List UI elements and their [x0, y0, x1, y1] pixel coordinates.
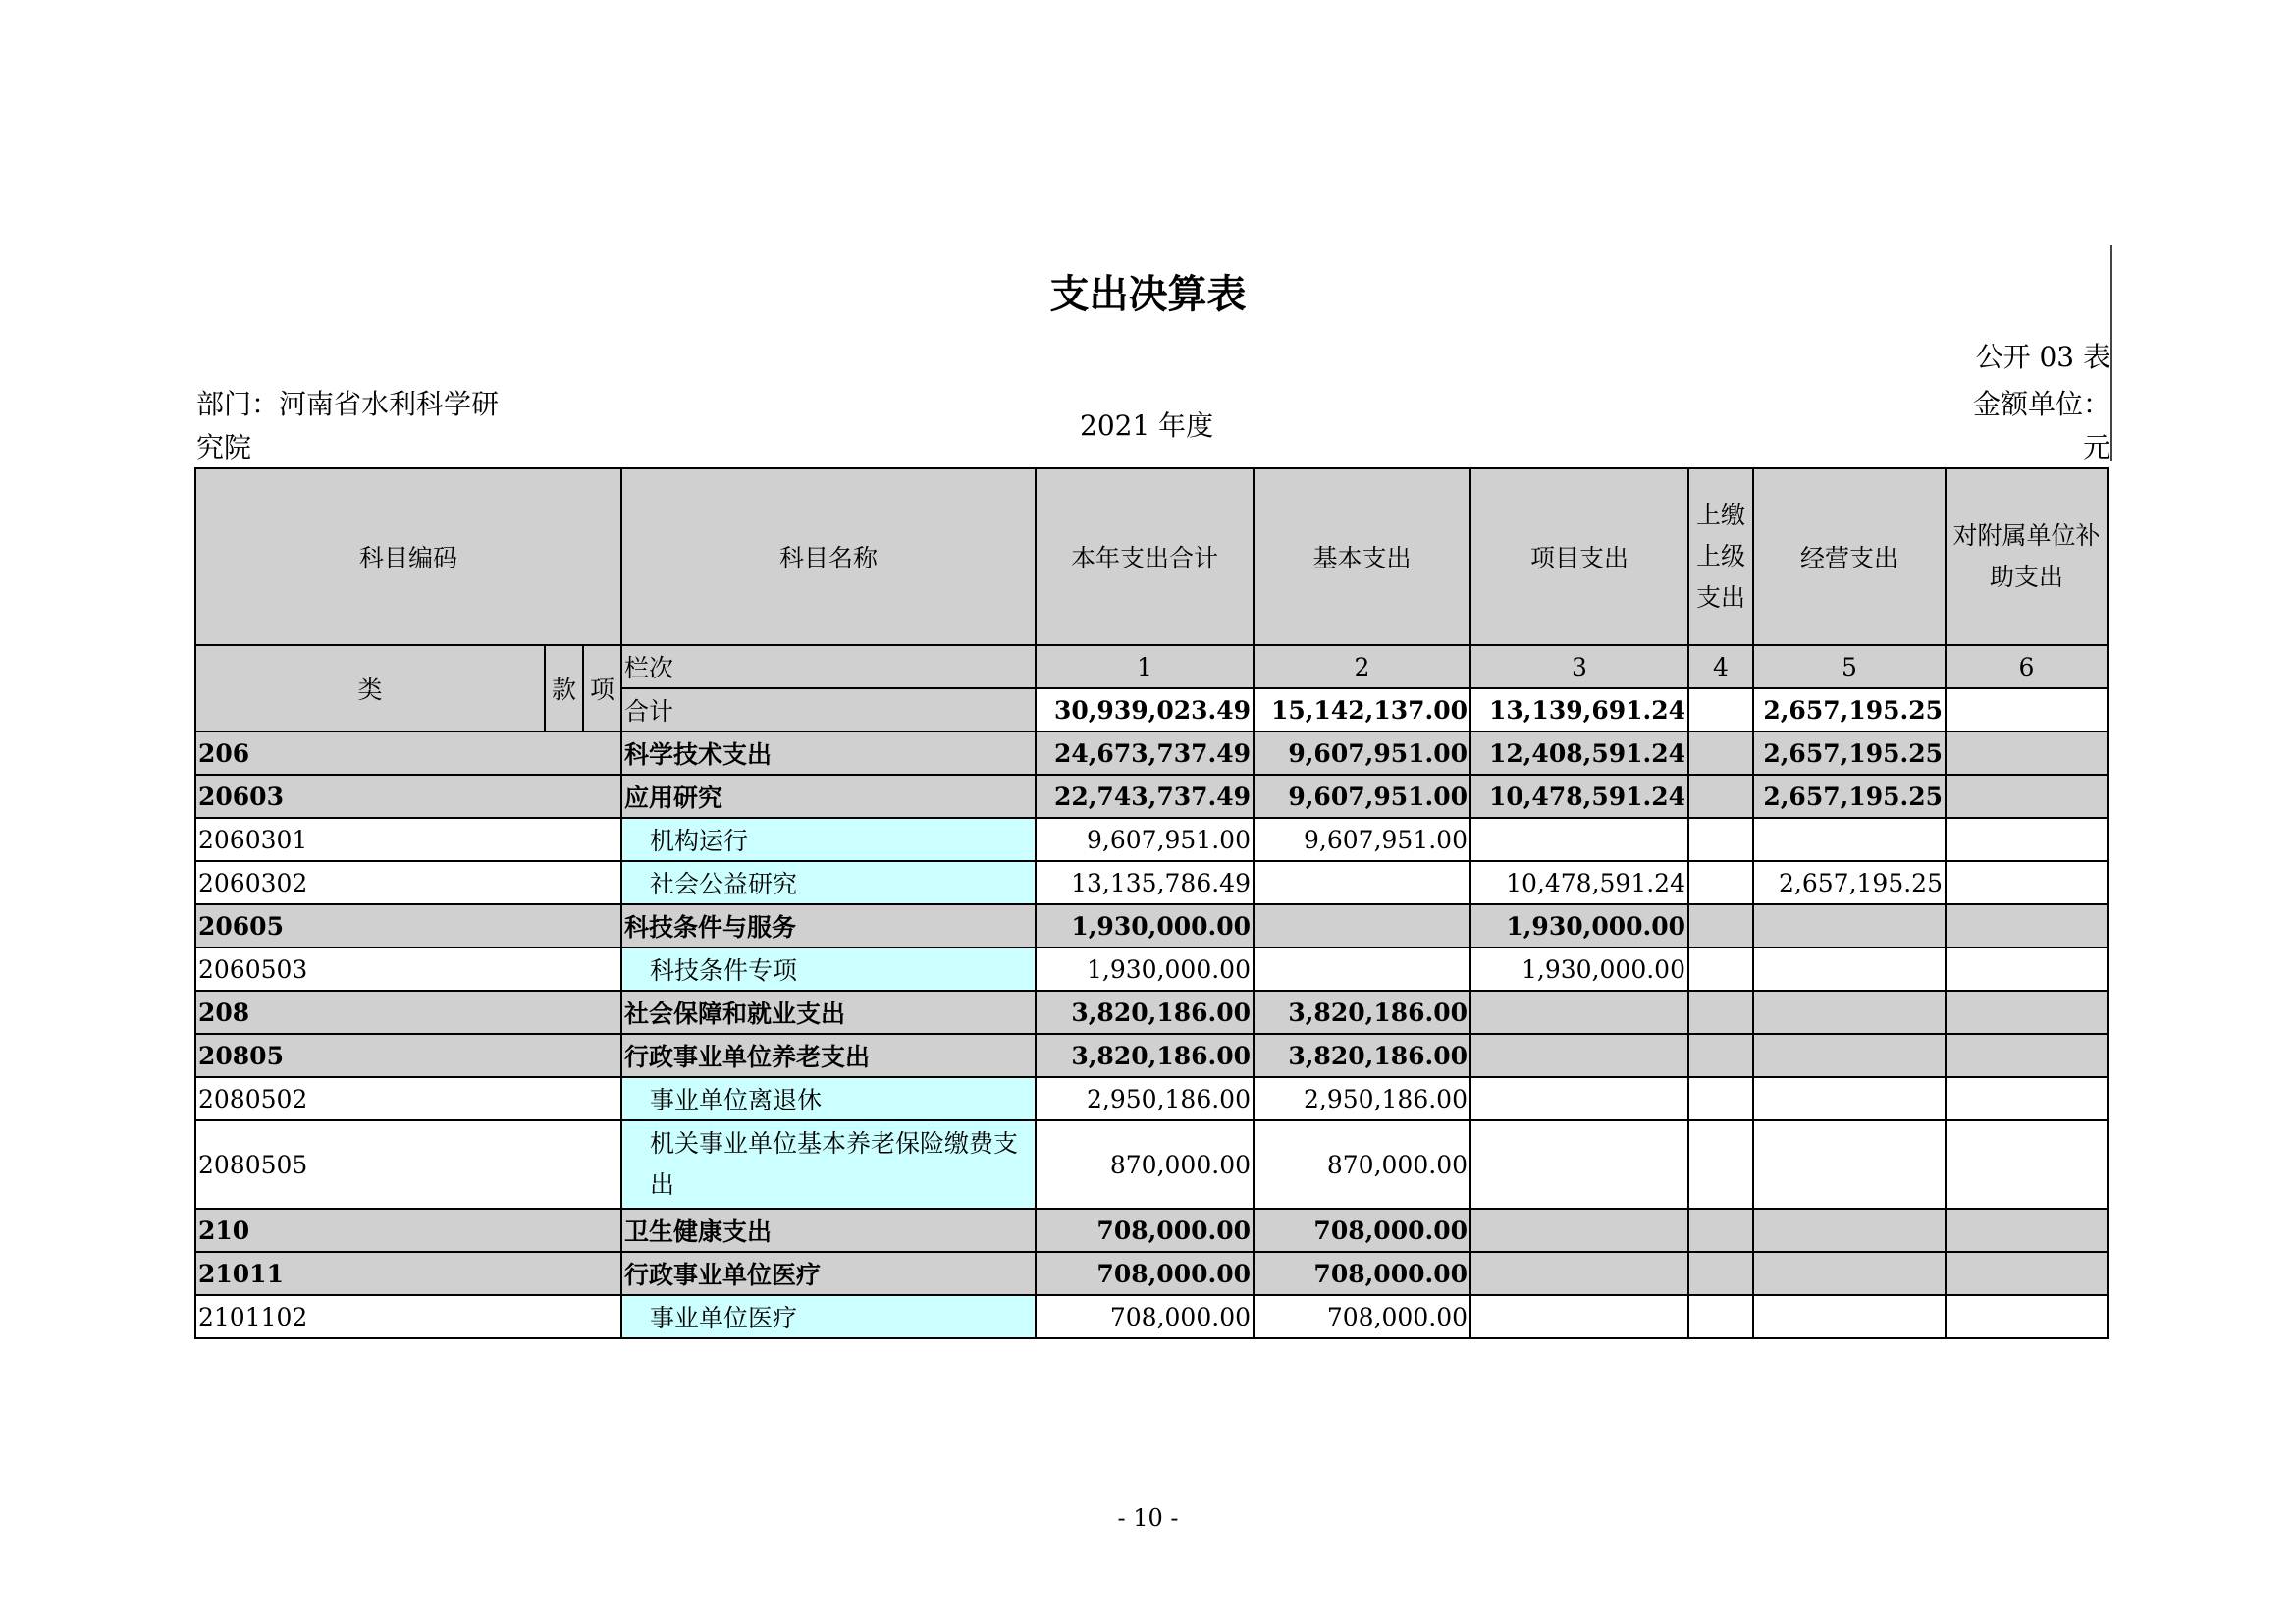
row-value: [1753, 947, 1946, 991]
category-row: [195, 775, 2108, 818]
form-number: 公开 03 表: [1975, 341, 2110, 373]
row-name: 社会保障和就业支出: [621, 991, 1036, 1034]
row-value: [1470, 1209, 1688, 1252]
department-line-2: 究院: [196, 431, 252, 463]
header-heji: 合计: [621, 688, 1036, 731]
row-value: [1946, 731, 2108, 775]
total-cell: 30,939,023.49: [1036, 688, 1254, 731]
fiscal-year: 2021 年度: [1080, 409, 1214, 442]
row-value: [1254, 861, 1470, 904]
row-value: [1946, 1209, 2108, 1252]
row-value: 1,930,000.00: [1470, 904, 1688, 947]
row-value: 3,820,186.00: [1254, 991, 1470, 1034]
row-value: 3,820,186.00: [1036, 991, 1254, 1034]
row-value: [1688, 1209, 1753, 1252]
category-row: [195, 1252, 2108, 1295]
row-value: [1946, 904, 2108, 947]
row-value: [1688, 731, 1753, 775]
column-number-row: [195, 645, 2108, 688]
row-value: 10,478,591.24: [1470, 775, 1688, 818]
row-value: [1470, 991, 1688, 1034]
row-value: [1753, 1295, 1946, 1338]
row-name: 事业单位离退休: [621, 1077, 1036, 1120]
row-value: 9,607,951.00: [1036, 818, 1254, 861]
row-value: [1753, 1034, 1946, 1077]
row-value: [1688, 818, 1753, 861]
header-upper: 上缴上级支出: [1688, 468, 1753, 645]
row-value: 708,000.00: [1254, 1295, 1470, 1338]
row-value: [1688, 1120, 1753, 1209]
row-value: [1753, 904, 1946, 947]
row-value: [1688, 947, 1753, 991]
row-value: [1470, 818, 1688, 861]
row-value: 3,820,186.00: [1254, 1034, 1470, 1077]
row-value: [1688, 904, 1753, 947]
col-number: 4: [1688, 645, 1753, 688]
row-value: [1470, 1120, 1688, 1209]
row-value: [1688, 1034, 1753, 1077]
row-value: 708,000.00: [1036, 1209, 1254, 1252]
row-name: 行政事业单位养老支出: [621, 1034, 1036, 1077]
header-kuan: 款: [545, 645, 583, 731]
row-value: 24,673,737.49: [1036, 731, 1254, 775]
row-value: 708,000.00: [1036, 1295, 1254, 1338]
row-value: [1470, 1077, 1688, 1120]
row-code: 21011: [195, 1252, 621, 1295]
row-value: [1688, 1077, 1753, 1120]
row-code: 2060301: [195, 818, 621, 861]
item-row: [195, 947, 2108, 991]
row-value: [1753, 1209, 1946, 1252]
row-value: [1753, 1077, 1946, 1120]
row-value: [1946, 775, 2108, 818]
currency-unit-label: [1973, 383, 2110, 469]
page-title: 支出决算表: [1049, 272, 1247, 317]
row-name: 事业单位医疗: [621, 1295, 1036, 1338]
row-code: 206: [195, 731, 621, 775]
header-project: 项目支出: [1470, 468, 1688, 645]
row-value: [1946, 991, 2108, 1034]
row-value: [1753, 991, 1946, 1034]
row-value: 2,950,186.00: [1036, 1077, 1254, 1120]
header-row: [195, 468, 2108, 645]
row-value: 3,820,186.00: [1036, 1034, 1254, 1077]
item-row: [195, 1295, 2108, 1338]
row-name: 社会公益研究: [621, 861, 1036, 904]
row-value: 1,930,000.00: [1036, 947, 1254, 991]
row-value: 708,000.00: [1254, 1252, 1470, 1295]
row-value: [1753, 1120, 1946, 1209]
item-row: [195, 861, 2108, 904]
row-value: 12,408,591.24: [1470, 731, 1688, 775]
right-margin-rule: [2110, 245, 2112, 461]
row-value: [1470, 1295, 1688, 1338]
col-number: 2: [1254, 645, 1470, 688]
row-code: 210: [195, 1209, 621, 1252]
category-row: [195, 991, 2108, 1034]
row-name: 行政事业单位医疗: [621, 1252, 1036, 1295]
row-value: [1254, 947, 1470, 991]
row-value: 13,135,786.49: [1036, 861, 1254, 904]
row-name: 机构运行: [621, 818, 1036, 861]
category-row: [195, 1034, 2108, 1077]
row-value: [1688, 775, 1753, 818]
row-value: 22,743,737.49: [1036, 775, 1254, 818]
row-name: 卫生健康支出: [621, 1209, 1036, 1252]
total-cell: 2,657,195.25: [1753, 688, 1946, 731]
row-code: 20805: [195, 1034, 621, 1077]
row-code: 2060302: [195, 861, 621, 904]
total-cell: 13,139,691.24: [1470, 688, 1688, 731]
row-value: [1688, 1295, 1753, 1338]
row-value: 2,657,195.25: [1753, 861, 1946, 904]
row-value: 2,950,186.00: [1254, 1077, 1470, 1120]
header-operating: 经营支出: [1753, 468, 1946, 645]
total-cell: [1688, 688, 1753, 731]
col-number: 1: [1036, 645, 1254, 688]
header-basic: 基本支出: [1254, 468, 1470, 645]
col-number: 6: [1946, 645, 2108, 688]
row-value: 2,657,195.25: [1753, 775, 1946, 818]
row-value: [1753, 818, 1946, 861]
total-cell: 15,142,137.00: [1254, 688, 1470, 731]
row-value: [1946, 1295, 2108, 1338]
row-value: 708,000.00: [1254, 1209, 1470, 1252]
item-row: [195, 1077, 2108, 1120]
row-value: [1946, 1252, 2108, 1295]
col-number: 5: [1753, 645, 1946, 688]
row-code: 2060503: [195, 947, 621, 991]
unit-line-1: 金额单位：: [1972, 388, 2110, 420]
item-row: [195, 1120, 2108, 1209]
category-row: [195, 1209, 2108, 1252]
row-value: 9,607,951.00: [1254, 818, 1470, 861]
row-value: [1688, 1252, 1753, 1295]
row-value: [1946, 1120, 2108, 1209]
row-code: 20603: [195, 775, 621, 818]
row-value: 9,607,951.00: [1254, 731, 1470, 775]
row-value: [1470, 1034, 1688, 1077]
row-code: 2080502: [195, 1077, 621, 1120]
category-row: [195, 731, 2108, 775]
header-lei: 类: [195, 645, 545, 731]
row-value: [1688, 991, 1753, 1034]
row-value: 870,000.00: [1036, 1120, 1254, 1209]
header-lanci: 栏次: [621, 645, 1036, 688]
row-value: 10,478,591.24: [1470, 861, 1688, 904]
header-subsidy: 对附属单位补助支出: [1946, 468, 2108, 645]
category-row: [195, 904, 2108, 947]
row-code: 208: [195, 991, 621, 1034]
row-value: [1946, 947, 2108, 991]
row-code: 20605: [195, 904, 621, 947]
department-line-1: 部门：河南省水利科学研: [196, 388, 500, 420]
row-value: 1,930,000.00: [1036, 904, 1254, 947]
col-number: 3: [1470, 645, 1688, 688]
row-value: [1753, 1252, 1946, 1295]
row-value: [1946, 861, 2108, 904]
header-code: 科目编码: [195, 468, 621, 645]
row-value: 2,657,195.25: [1753, 731, 1946, 775]
row-value: 9,607,951.00: [1254, 775, 1470, 818]
header-total: 本年支出合计: [1036, 468, 1254, 645]
row-value: [1946, 1077, 2108, 1120]
header-name: 科目名称: [621, 468, 1036, 645]
total-cell: [1946, 688, 2108, 731]
row-name: 科技条件与服务: [621, 904, 1036, 947]
expenditure-table: [194, 467, 2109, 1339]
row-value: 1,930,000.00: [1470, 947, 1688, 991]
row-value: [1688, 861, 1753, 904]
department-label: [196, 383, 499, 469]
row-name: 科学技术支出: [621, 731, 1036, 775]
row-code: 2101102: [195, 1295, 621, 1338]
row-value: [1254, 904, 1470, 947]
row-value: [1946, 1034, 2108, 1077]
item-row: [195, 818, 2108, 861]
row-code: 2080505: [195, 1120, 621, 1209]
row-value: 708,000.00: [1036, 1252, 1254, 1295]
row-value: [1946, 818, 2108, 861]
row-name: 科技条件专项: [621, 947, 1036, 991]
header-xiang: 项: [583, 645, 621, 731]
row-value: [1470, 1252, 1688, 1295]
row-name: 机关事业单位基本养老保险缴费支出: [621, 1120, 1036, 1209]
unit-line-2: 元: [2082, 431, 2110, 463]
row-name: 应用研究: [621, 775, 1036, 818]
row-value: 870,000.00: [1254, 1120, 1470, 1209]
page-number: - 10 -: [1117, 1504, 1179, 1532]
